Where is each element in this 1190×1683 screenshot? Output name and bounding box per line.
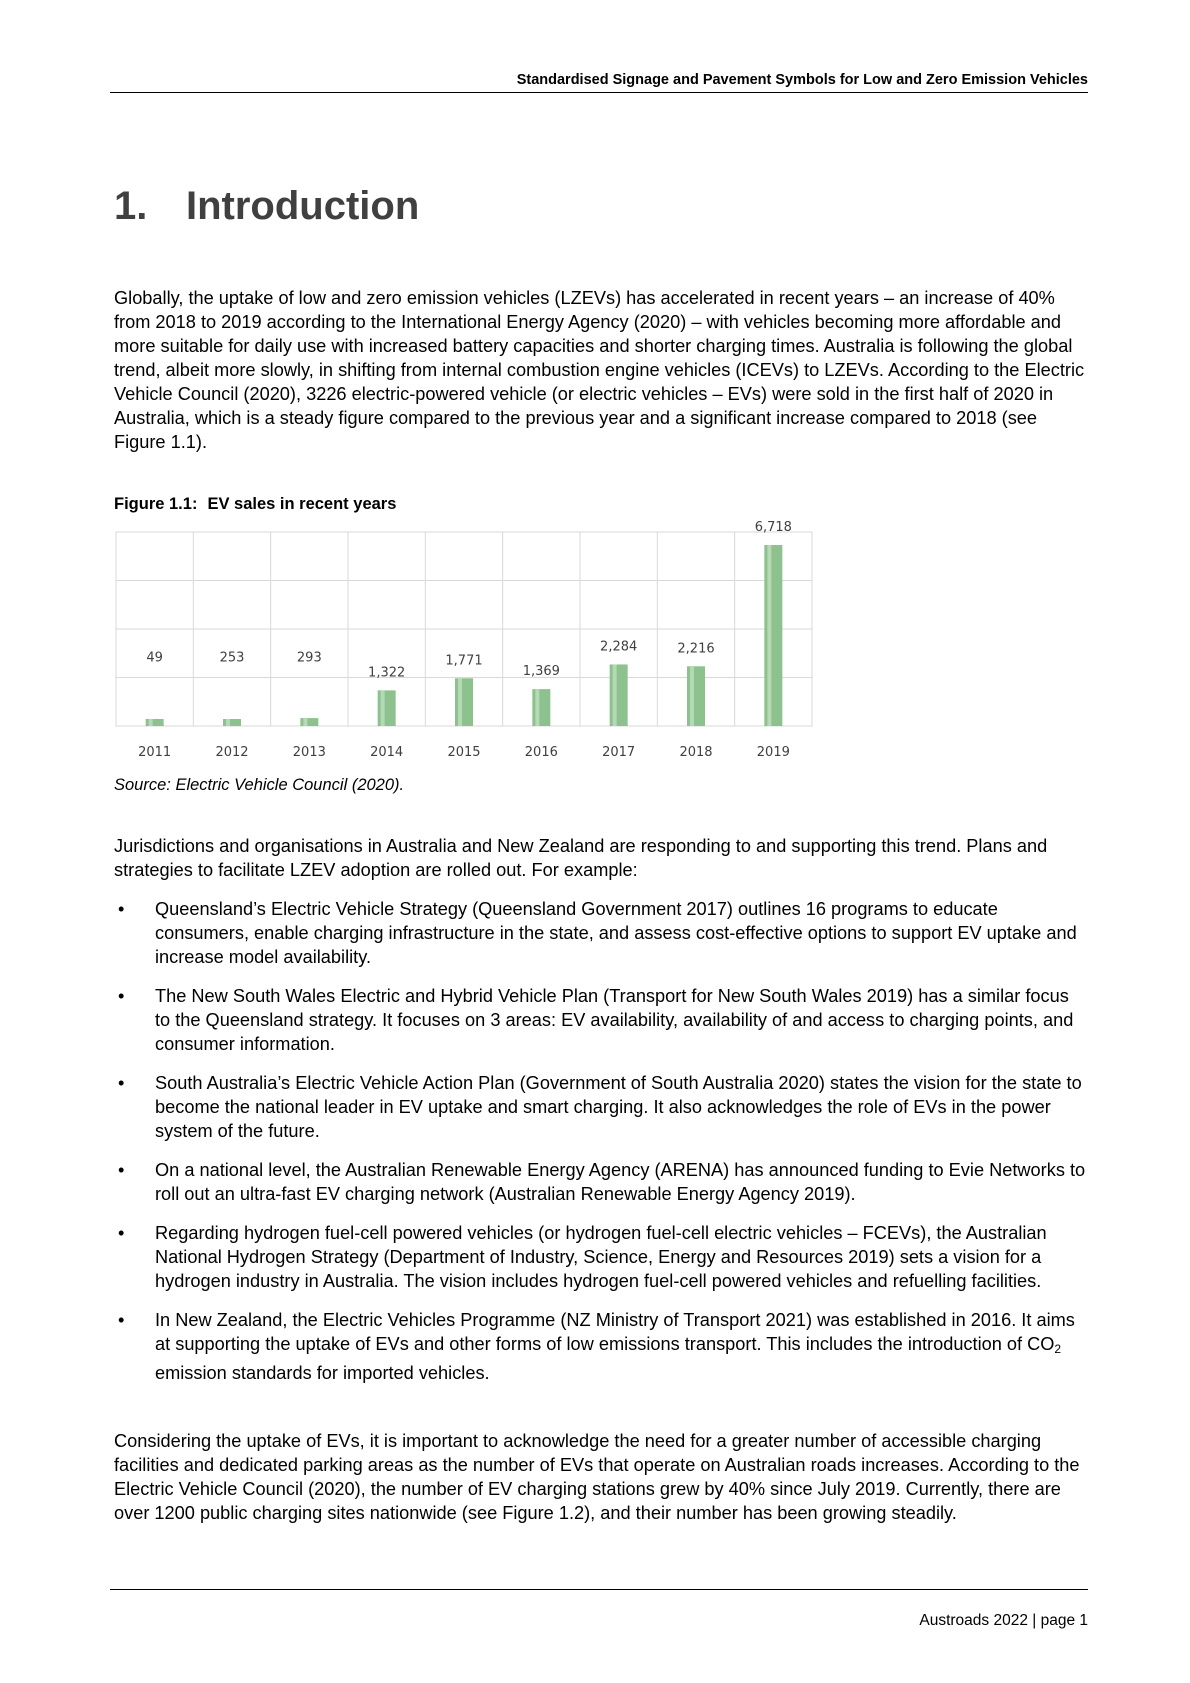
chart-bar xyxy=(223,719,241,726)
list-item-text: On a national level, the Australian Renewable Energy Agency (ARENA) has announced funding to Evie Networks to roll out an ultra-fast EV charging network (Australian Renewable Energy Agency 2019). xyxy=(155,1160,1086,1204)
section-title: Introduction xyxy=(186,184,420,228)
chart-data-label: 49 xyxy=(146,650,163,666)
chart-x-tick-label: 2014 xyxy=(370,745,404,760)
chart-bar-highlight xyxy=(613,664,617,726)
nz-text-start: In New Zealand, the Electric Vehicles Programme (NZ Ministry of Transport 2021) was established in 2016. It aims at supporting the uptake of EVs and other forms of low emissions transport. This includes the introduction of CO xyxy=(155,1310,1075,1354)
chart-x-tick-label: 2015 xyxy=(447,745,481,760)
figure-source: Source: Electric Vehicle Council (2020). xyxy=(114,776,405,794)
chart-x-tick-label: 2017 xyxy=(602,745,636,760)
list-item xyxy=(114,1221,1089,1293)
chart-bar-highlight xyxy=(226,719,230,726)
chart-bar xyxy=(532,689,550,726)
figure-caption xyxy=(114,495,396,514)
chart-data-label: 1,771 xyxy=(445,653,483,669)
co2-subscript: 2 xyxy=(1054,1342,1062,1356)
chart-x-tick-label: 2012 xyxy=(215,745,249,760)
chart-data-label: 2,284 xyxy=(600,639,638,655)
bullet-icon: • xyxy=(118,1073,125,1093)
chart-bar xyxy=(687,666,705,726)
chart-bar xyxy=(455,678,473,726)
jurisdictions-paragraph: Jurisdictions and organisations in Australia and New Zealand are responding to and supporting this trend. Plans and strategies to facilitate LZEV adoption are rolled out. For example: xyxy=(114,836,1048,880)
strategy-list xyxy=(114,897,1089,1400)
section-number: 1. xyxy=(114,184,148,228)
chart-x-tick-label: 2018 xyxy=(679,745,713,760)
chart-bar xyxy=(610,664,628,726)
chart-bar-highlight xyxy=(149,719,153,726)
chart-x-tick-label: 2019 xyxy=(756,745,790,760)
chart-bar-highlight xyxy=(381,690,385,726)
chart-data-label: 293 xyxy=(296,650,322,666)
ev-sales-chart xyxy=(114,519,814,760)
chart-x-tick-label: 2011 xyxy=(138,745,172,760)
figure-label: Figure 1.1: xyxy=(114,495,198,513)
chart-data-label: 2,216 xyxy=(677,641,715,657)
list-item-text: Regarding hydrogen fuel-cell powered vehicles (or hydrogen fuel-cell electric vehicles – FCEVs), the Australian National Hydrogen Strategy (Department of Industry, Science, Energy and Resources 2019) sets a vision for a hydrogen industry in Australia. The vision includes hydrogen fuel-cell powered vehicles and refuelling facilities. xyxy=(155,1223,1047,1291)
chart-bar xyxy=(764,545,782,726)
chart-bar-highlight xyxy=(303,718,307,726)
list-item-text: South Australia’s Electric Vehicle Action Plan (Government of South Australia 2020) states the vision for the state to become the national leader in EV uptake and smart charging. It also acknowledges the role of EVs in the power system of the future. xyxy=(155,1073,1082,1141)
chart-data-label: 6,718 xyxy=(754,519,792,535)
list-item xyxy=(114,897,1089,969)
chart-bar xyxy=(300,718,318,726)
list-item xyxy=(114,1071,1089,1143)
section-heading xyxy=(114,184,419,229)
list-item-text: Queensland’s Electric Vehicle Strategy (Queensland Government 2017) outlines 16 programs to educate consumers, enable charging infrastructure in the state, and assess cost-effective options to support EV uptake and increase model availability. xyxy=(155,899,1077,967)
chart-bar-highlight xyxy=(458,678,462,726)
charging-paragraph: Considering the uptake of EVs, it is important to acknowledge the need for a greater number of accessible charging facilities and dedicated parking areas as the number of EVs that operate on Australian roads increases. According to the Electric Vehicle Council (2020), the number of EV charging stations grew by 40% since July 2019. Currently, there are over 1200 public charging sites nationwide (see Figure 1.2), and their number has been growing steadily. xyxy=(114,1431,1080,1523)
running-header: Standardised Signage and Pavement Symbols for Low and Zero Emission Vehicles xyxy=(110,72,1088,93)
nz-text-end: emission standards for imported vehicles. xyxy=(155,1363,490,1383)
chart-x-tick-label: 2016 xyxy=(524,745,558,760)
bullet-icon: • xyxy=(118,899,125,919)
bullet-icon: • xyxy=(118,1223,125,1243)
page-footer: Austroads 2022 | page 1 xyxy=(919,1612,1088,1629)
bullet-icon: • xyxy=(118,986,125,1006)
list-item-text xyxy=(155,1310,1075,1383)
chart-bar-highlight xyxy=(535,689,539,726)
list-item xyxy=(114,1158,1089,1206)
list-item xyxy=(114,984,1089,1056)
chart-x-tick-label: 2013 xyxy=(292,745,326,760)
chart-bar xyxy=(378,690,396,726)
list-item xyxy=(114,1308,1089,1385)
chart-bar-highlight xyxy=(767,545,771,726)
chart-bar xyxy=(146,719,164,726)
chart-data-label: 1,322 xyxy=(368,665,406,681)
chart-data-label: 253 xyxy=(219,650,245,666)
list-item-text: The New South Wales Electric and Hybrid Vehicle Plan (Transport for New South Wales 2019) has a similar focus to the Queensland strategy. It focuses on 3 areas: EV availability, availability of and access to charging points, and consumer information. xyxy=(155,986,1074,1054)
bullet-icon: • xyxy=(118,1310,125,1330)
intro-paragraph: Globally, the uptake of low and zero emission vehicles (LZEVs) has accelerated in recent years – an increase of 40% from 2018 to 2019 according to the International Energy Agency (2020) – with vehicles becoming more affordable and more suitable for daily use with increased battery capacities and shorter charging times. Australia is following the global trend, albeit more slowly, in shifting from internal combustion engine vehicles (ICEVs) to LZEVs. According to the Electric Vehicle Council (2020), 3226 electric-powered vehicle (or electric vehicles – EVs) were sold in the first half of 2020 in Australia, which is a steady figure compared to the previous year and a significant increase compared to 2018 (see Figure 1.1). xyxy=(114,288,1085,452)
bullet-icon: • xyxy=(118,1160,125,1180)
figure-title: EV sales in recent years xyxy=(207,495,397,513)
footer-rule xyxy=(110,1589,1088,1590)
chart-data-label: 1,369 xyxy=(522,664,560,680)
chart-bar-highlight xyxy=(690,666,694,726)
